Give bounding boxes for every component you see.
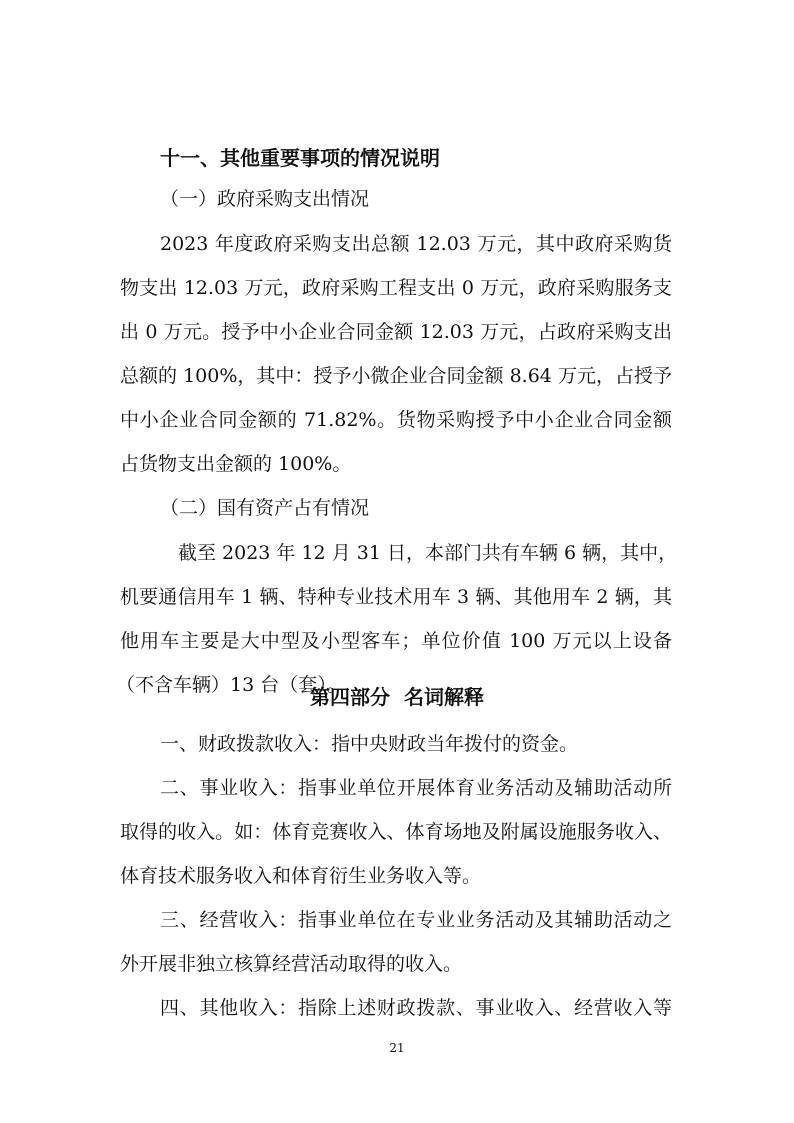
procurement-paragraph-line: 总额的 100%，其中：授予小微企业合同金额 8.64 万元，占授予 [120,365,672,387]
glossary-item-business-income: 二、事业收入：指事业单位开展体育业务活动及辅助活动所 [160,777,672,799]
subsection-heading-assets: （二）国有资产占有情况 [160,497,370,519]
section-heading-other-matters: 十一、其他重要事项的情况说明 [160,146,440,170]
glossary-item-fiscal-allocation: 一、财政拨款收入：指中央财政当年拨付的资金。 [160,733,579,755]
glossary-item-operating-income: 三、经营收入：指事业单位在专业业务活动及其辅助活动之 [160,909,672,931]
assets-paragraph-line: 截至 2023 年 12 月 31 日，本部门共有车辆 6 辆，其中， [178,542,678,564]
procurement-paragraph-line: 中小企业合同金额的 71.82%。货物采购授予中小企业合同金额 [120,409,672,431]
page-number: 21 [389,1041,405,1055]
assets-paragraph-line: （不含车辆）13 台（套）。 [116,674,346,696]
procurement-paragraph-line: 出 0 万元。授予中小企业合同金额 12.03 万元，占政府采购支出 [120,321,672,343]
subsection-heading-procurement: （一）政府采购支出情况 [160,188,370,210]
assets-paragraph-line: 机要通信用车 1 辆、特种专业技术用车 3 辆、其他用车 2 辆，其 [120,586,672,608]
procurement-paragraph-line: 2023 年度政府采购支出总额 12.03 万元，其中政府采购货 [160,233,672,255]
glossary-item-business-income: 取得的收入。如：体育竞赛收入、体育场地及附属设施服务收入、 [120,821,672,843]
glossary-item-operating-income: 外开展非独立核算经营活动取得的收入。 [120,953,463,975]
assets-paragraph-line: 他用车主要是大中型及小型客车；单位价值 100 万元以上设备 [120,630,672,652]
procurement-paragraph-line: 物支出 12.03 万元，政府采购工程支出 0 万元，政府采购服务支 [120,277,672,299]
glossary-item-business-income: 体育技术服务收入和体育衍生业务收入等。 [120,865,482,887]
procurement-paragraph-line: 占货物支出金额的 100%。 [120,453,352,475]
part-heading-glossary: 第四部分 名词解释 [310,685,484,709]
glossary-item-other-income: 四、其他收入：指除上述财政拨款、事业收入、经营收入等 [160,997,672,1019]
